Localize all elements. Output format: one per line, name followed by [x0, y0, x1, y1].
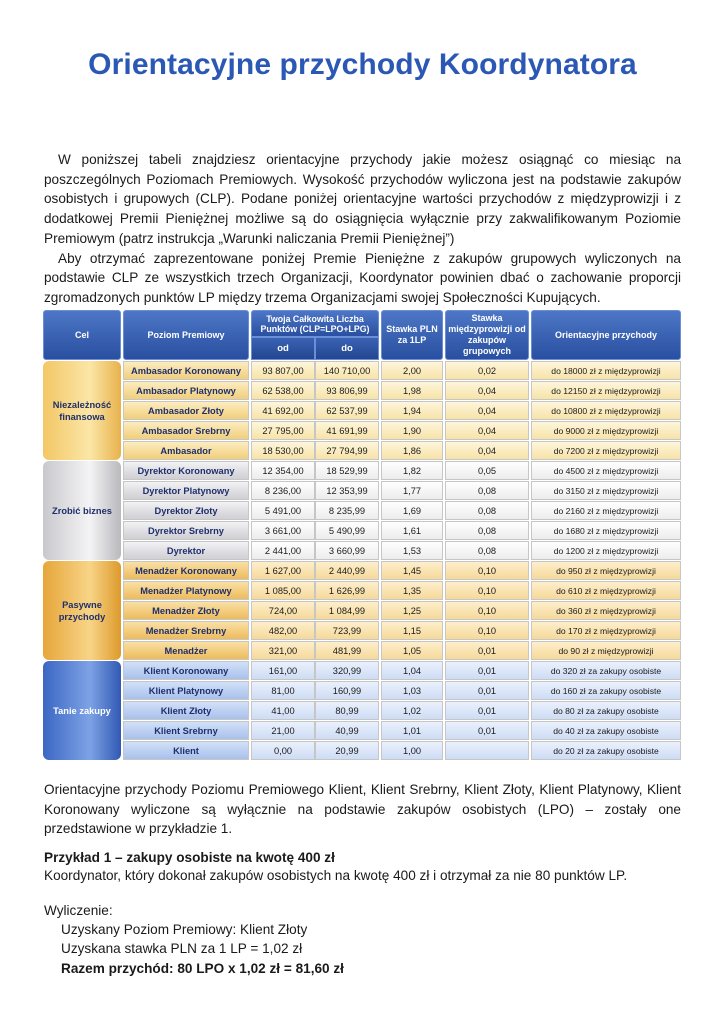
- cell-mp: 0,01: [445, 681, 529, 700]
- cell-name: Ambasador: [123, 441, 249, 460]
- table-row: [123, 561, 681, 580]
- cell-pln: 1,02: [381, 701, 443, 720]
- cell-name: Klient Srebrny: [123, 721, 249, 740]
- header-stawka-mp: Stawka międzyprowizji od zakupów grupowych: [445, 310, 529, 360]
- table-group: [43, 461, 681, 561]
- cell-do: 5 490,99: [315, 521, 379, 540]
- intro-paragraph-1: W poniższej tabeli znajdziesz orientacyjne przychody jakie możesz osiągnąć co miesiąc na poszczególnych Poziomach Premiowych. Wysokość przychodów wyliczona jest na podstawie zakupów osobistych i grupowych (CLP). Podane poniżej orientacyjne wartości przychodów z międzyprowizji i z dodatkowej Premii Pieniężnej możliwe są do osiągnięcia wyłącznie przy zakwalifikowanym Poziomie Premiowym (patrz instrukcja „Warunki naliczania Premii Pieniężnej”): [44, 152, 681, 246]
- example-body: Koordynator, który dokonał zakupów osobistych na kwotę 400 zł i otrzymał za nie 80 punktów LP.: [44, 868, 628, 883]
- cell-pln: 1,69: [381, 501, 443, 520]
- header-poziom: Poziom Premiowy: [123, 310, 249, 360]
- cell-name: Klient Platynowy: [123, 681, 249, 700]
- table-row: [123, 621, 681, 640]
- calc-line-1: Uzyskany Poziom Premiowy: Klient Złoty: [61, 922, 308, 938]
- cell-pln: 1,04: [381, 661, 443, 680]
- cell-od: 2 441,00: [251, 541, 315, 560]
- cell-do: 41 691,99: [315, 421, 379, 440]
- table-row: [123, 541, 681, 560]
- table-row: [123, 581, 681, 600]
- cell-pln: 1,15: [381, 621, 443, 640]
- cell-pln: 1,25: [381, 601, 443, 620]
- cell-mp: 0,10: [445, 561, 529, 580]
- cell-mp: 0,04: [445, 381, 529, 400]
- cell-inc: do 950 zł z międzyprowizji: [531, 561, 681, 580]
- header-od: od: [251, 337, 315, 360]
- header-do: do: [315, 337, 379, 360]
- cell-od: 12 354,00: [251, 461, 315, 480]
- table-row: [123, 721, 681, 740]
- cell-od: 27 795,00: [251, 421, 315, 440]
- group-cel: Zrobić biznes: [43, 461, 121, 560]
- cell-od: 41,00: [251, 701, 315, 720]
- cell-inc: do 9000 zł z międzyprowizji: [531, 421, 681, 440]
- table-row: [123, 641, 681, 660]
- table-row: [123, 701, 681, 720]
- cell-od: 0,00: [251, 741, 315, 760]
- header-przychody: Orientacyjne przychody: [531, 310, 681, 360]
- cell-pln: 1,05: [381, 641, 443, 660]
- cell-mp: 0,08: [445, 501, 529, 520]
- cell-do: 8 235,99: [315, 501, 379, 520]
- cell-do: 320,99: [315, 661, 379, 680]
- table-row: [123, 381, 681, 400]
- cell-do: 12 353,99: [315, 481, 379, 500]
- cell-mp: 0,10: [445, 601, 529, 620]
- cell-do: 27 794,99: [315, 441, 379, 460]
- cell-inc: do 4500 zł z międzyprowizji: [531, 461, 681, 480]
- cell-name: Klient Złoty: [123, 701, 249, 720]
- cell-inc: do 40 zł za zakupy osobiste: [531, 721, 681, 740]
- cell-od: 724,00: [251, 601, 315, 620]
- cell-pln: 1,45: [381, 561, 443, 580]
- cell-do: 160,99: [315, 681, 379, 700]
- table-row: [123, 461, 681, 480]
- cell-mp: 0,08: [445, 481, 529, 500]
- cell-name: Dyrektor Złoty: [123, 501, 249, 520]
- cell-inc: do 1200 zł z międzyprowizji: [531, 541, 681, 560]
- cell-pln: 1,77: [381, 481, 443, 500]
- header-cel: Cel: [43, 310, 121, 360]
- cell-inc: do 170 zł z międzyprowizji: [531, 621, 681, 640]
- cell-inc: do 20 zł za zakupy osobiste: [531, 741, 681, 760]
- table-row: [123, 601, 681, 620]
- table-row: [123, 681, 681, 700]
- cell-name: Ambasador Platynowy: [123, 381, 249, 400]
- cell-name: Menadżer Srebrny: [123, 621, 249, 640]
- cell-name: Dyrektor Srebrny: [123, 521, 249, 540]
- example-title: Przykład 1 – zakupy osobiste na kwotę 400 zł: [44, 850, 335, 865]
- cell-name: Dyrektor Platynowy: [123, 481, 249, 500]
- cell-do: 1 084,99: [315, 601, 379, 620]
- cell-name: Menadżer Koronowany: [123, 561, 249, 580]
- cell-pln: 2,00: [381, 361, 443, 380]
- table-row: [123, 661, 681, 680]
- cell-inc: do 80 zł za zakupy osobiste: [531, 701, 681, 720]
- cell-od: 41 692,00: [251, 401, 315, 420]
- cell-od: 3 661,00: [251, 521, 315, 540]
- cell-mp: 0,05: [445, 461, 529, 480]
- cell-pln: 1,90: [381, 421, 443, 440]
- cell-pln: 1,94: [381, 401, 443, 420]
- table-row: [123, 441, 681, 460]
- group-cel: Niezależność finansowa: [43, 361, 121, 460]
- cell-do: 3 660,99: [315, 541, 379, 560]
- cell-mp: 0,01: [445, 701, 529, 720]
- calc-line-2: Uzyskana stawka PLN za 1 LP = 1,02 zł: [61, 941, 303, 957]
- cell-do: 18 529,99: [315, 461, 379, 480]
- table-group: [43, 361, 681, 461]
- cell-mp: [445, 741, 529, 760]
- cell-pln: 1,01: [381, 721, 443, 740]
- cell-mp: 0,01: [445, 721, 529, 740]
- cell-do: 1 626,99: [315, 581, 379, 600]
- cell-od: 62 538,00: [251, 381, 315, 400]
- group-cel: Tanie zakupy: [43, 661, 121, 760]
- calc-label: Wyliczenie:: [44, 903, 113, 918]
- cell-od: 5 491,00: [251, 501, 315, 520]
- after-table-text: [44, 780, 681, 839]
- cell-do: 93 806,99: [315, 381, 379, 400]
- cell-inc: do 320 zł za zakupy osobiste: [531, 661, 681, 680]
- table-row: [123, 501, 681, 520]
- group-cel: Pasywne przychody: [43, 561, 121, 660]
- calc-line-3: Razem przychód: 80 LPO x 1,02 zł = 81,60 zł: [61, 960, 344, 976]
- table-group: [43, 561, 681, 661]
- cell-name: Ambasador Koronowany: [123, 361, 249, 380]
- cell-mp: 0,08: [445, 541, 529, 560]
- cell-inc: do 360 zł z międzyprowizji: [531, 601, 681, 620]
- cell-name: Menadżer Platynowy: [123, 581, 249, 600]
- cell-mp: 0,04: [445, 421, 529, 440]
- cell-inc: do 1680 zł z międzyprowizji: [531, 521, 681, 540]
- cell-inc: do 7200 zł z międzyprowizji: [531, 441, 681, 460]
- cell-od: 321,00: [251, 641, 315, 660]
- header-clp-label: Twoja Całkowita Liczba Punktów (CLP=LPO+LPG): [251, 310, 379, 337]
- table-row: [123, 401, 681, 420]
- table-row: [123, 361, 681, 380]
- cell-inc: do 160 zł za zakupy osobiste: [531, 681, 681, 700]
- cell-pln: 1,86: [381, 441, 443, 460]
- cell-mp: 0,04: [445, 401, 529, 420]
- cell-pln: 1,61: [381, 521, 443, 540]
- cell-inc: do 90 zł z międzyprowizji: [531, 641, 681, 660]
- after-paragraph: Orientacyjne przychody Poziomu Premiowego Klient, Klient Srebrny, Klient Złoty, Klient Platynowy, Klient Koronowany wyliczone są wyłącznie na podstawie zakupów osobistych (LPO) – zostały one przedstawione w przykładzie 1.: [44, 782, 681, 837]
- cell-mp: 0,01: [445, 641, 529, 660]
- cell-od: 8 236,00: [251, 481, 315, 500]
- table-row: [123, 421, 681, 440]
- cell-mp: 0,04: [445, 441, 529, 460]
- cell-pln: 1,35: [381, 581, 443, 600]
- cell-name: Klient: [123, 741, 249, 760]
- cell-name: Menadżer Złoty: [123, 601, 249, 620]
- cell-pln: 1,53: [381, 541, 443, 560]
- cell-name: Ambasador Złoty: [123, 401, 249, 420]
- cell-do: 140 710,00: [315, 361, 379, 380]
- cell-inc: do 3150 zł z międzyprowizji: [531, 481, 681, 500]
- cell-inc: do 610 zł z międzyprowizji: [531, 581, 681, 600]
- cell-inc: do 12150 zł z międzyprowizji: [531, 381, 681, 400]
- cell-name: Menadżer: [123, 641, 249, 660]
- cell-pln: 1,98: [381, 381, 443, 400]
- page-title: Orientacyjne przychody Koordynatora: [88, 48, 637, 81]
- cell-mp: 0,08: [445, 521, 529, 540]
- cell-inc: do 18000 zł z międzyprowizji: [531, 361, 681, 380]
- cell-od: 18 530,00: [251, 441, 315, 460]
- cell-pln: 1,00: [381, 741, 443, 760]
- cell-do: 80,99: [315, 701, 379, 720]
- cell-inc: do 2160 zł z międzyprowizji: [531, 501, 681, 520]
- cell-od: 81,00: [251, 681, 315, 700]
- intro-text: [44, 150, 681, 308]
- cell-inc: do 10800 zł z międzyprowizji: [531, 401, 681, 420]
- table-row: [123, 741, 681, 760]
- cell-mp: 0,02: [445, 361, 529, 380]
- table-row: [123, 481, 681, 500]
- cell-od: 21,00: [251, 721, 315, 740]
- cell-od: 1 627,00: [251, 561, 315, 580]
- cell-od: 482,00: [251, 621, 315, 640]
- cell-name: Dyrektor: [123, 541, 249, 560]
- cell-mp: 0,10: [445, 581, 529, 600]
- cell-name: Ambasador Srebrny: [123, 421, 249, 440]
- intro-paragraph-2: Aby otrzymać zaprezentowane poniżej Premie Pieniężne z zakupów grupowych wyliczonych na podstawie CLP ze wszystkich trzech Organizacji, Koordynator powinien dbać o zachowanie proporcji zgromadzonych punktów LP między trzema Organizacjami swojej Społeczności Kupujących.: [44, 250, 681, 305]
- cell-do: 481,99: [315, 641, 379, 660]
- cell-do: 40,99: [315, 721, 379, 740]
- cell-name: Dyrektor Koronowany: [123, 461, 249, 480]
- cell-name: Klient Koronowany: [123, 661, 249, 680]
- cell-do: 62 537,99: [315, 401, 379, 420]
- table-group: [43, 661, 681, 761]
- cell-mp: 0,10: [445, 621, 529, 640]
- table-header: [43, 310, 681, 360]
- header-stawka-pln: Stawka PLN za 1LP: [381, 310, 443, 360]
- cell-do: 20,99: [315, 741, 379, 760]
- calculation: [44, 901, 344, 978]
- cell-do: 2 440,99: [315, 561, 379, 580]
- cell-pln: 1,82: [381, 461, 443, 480]
- income-table: [43, 310, 681, 756]
- table-row: [123, 521, 681, 540]
- cell-mp: 0,01: [445, 661, 529, 680]
- cell-do: 723,99: [315, 621, 379, 640]
- cell-od: 1 085,00: [251, 581, 315, 600]
- cell-od: 93 807,00: [251, 361, 315, 380]
- cell-pln: 1,03: [381, 681, 443, 700]
- cell-od: 161,00: [251, 661, 315, 680]
- header-clp: [251, 310, 379, 360]
